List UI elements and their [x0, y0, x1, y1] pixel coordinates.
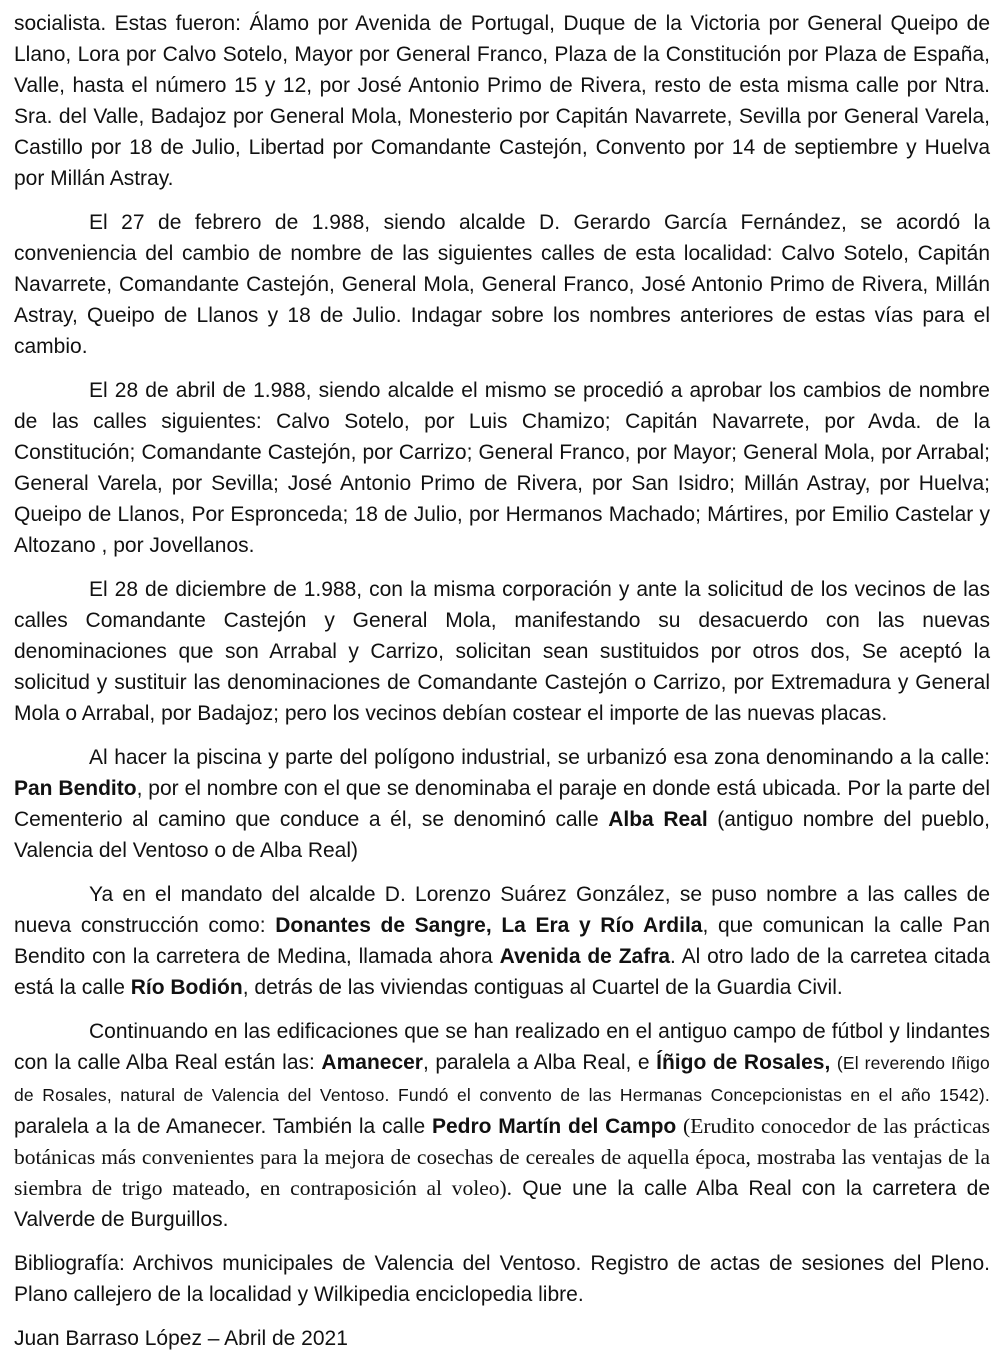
text-run: , que comunican la calle Pan Bendito con la carretera de Medina, llamada ahora [14, 914, 990, 968]
paragraph [14, 1323, 990, 1354]
paragraph [14, 8, 990, 194]
paragraph [14, 207, 990, 362]
text-run: , por el nombre con el que se denominaba el paraje en donde está ubicada. Por la parte del Cementerio al camino que conduce a él, se denominó calle [14, 777, 990, 831]
text-run: (El reverendo Iñigo de Rosales, natural de Valencia del Ventoso. Fundó el convento de las Hermanas Concepcionistas en el año 1542). [14, 1053, 990, 1105]
text-run: (Erudito conocedor de las prácticas botánicas más convenientes para la mejora de cosechas de cereales de aquella época, mostraba las ventajas de la siembra de trigo mateado, en contraposición al voleo). [14, 1114, 990, 1200]
text-run: , paralela a Alba Real, e [422, 1051, 657, 1074]
text-run: Amanecer [321, 1051, 423, 1074]
text-run: Pedro Martín del Campo [431, 1115, 677, 1138]
text-run: Avenida de Zafra [499, 945, 671, 968]
paragraph [14, 375, 990, 561]
text-run: El 27 de febrero de 1.988, siendo alcalde D. Gerardo García Fernández, se acordó la conveniencia del cambio de nombre de las siguientes calles de esta localidad: Calvo Sotelo, Capitán Navarrete, Comandante Castejón, General Mola, General Franco, José Antonio Primo de Rivera, Millán Astray, Queipo de Llanos y 18 de Julio. Indagar sobre los nombres anteriores de estas vías para el cambio. [14, 211, 990, 358]
paragraph [14, 1016, 990, 1235]
text-run: . Al otro lado de la carretea citada está la calle [14, 945, 991, 999]
text-run: Que une la calle Alba Real con la carretera de Valverde de Burguillos. [14, 1177, 991, 1231]
text-run: Bibliografía: Archivos municipales de Valencia del Ventoso. Registro de actas de sesiones del Pleno. Plano callejero de la localidad y Wilkipedia enciclopedia libre. [14, 1252, 990, 1306]
paragraph [14, 1248, 990, 1310]
text-run: Pan Bendito [14, 777, 137, 800]
text-run: Íñigo de Rosales, [656, 1051, 831, 1074]
text-run: Al hacer la piscina y parte del polígono industrial, se urbanizó esa zona denominando a la calle: [89, 746, 990, 769]
text-run: Alba Real [608, 808, 708, 831]
text-run: Río Bodión [130, 976, 243, 999]
paragraph [14, 742, 990, 866]
paragraph [14, 879, 990, 1003]
text-run: paralela a la de Amanecer. También la calle [14, 1115, 432, 1138]
text-run: El 28 de abril de 1.988, siendo alcalde el mismo se procedió a aprobar los cambios de nombre de las calles siguientes: Calvo Sotelo, por Luis Chamizo; Capitán Navarrete, por Avda. de la Constitución; Comandante Castejón, por Carrizo; General Franco, por Mayor; General Mola, por Arrabal; General Varela, por Sevilla; José Antonio Primo de Rivera, por San Isidro; Millán Astray, por Huelva; Queipo de Llanos, Por Espronceda; 18 de Julio, por Hermanos Machado; Mártires, por Emilio Castelar y Altozano , por Jovellanos. [14, 379, 990, 557]
text-run: socialista. Estas fueron: Álamo por Avenida de Portugal, Duque de la Victoria por General Queipo de Llano, Lora por Calvo Sotelo, Mayor por General Franco, Plaza de la Constitución por Plaza de España, Valle, hasta el número 15 y 12, por José Antonio Primo de Rivera, resto de esta misma calle por Ntra. Sra. del Valle, Badajoz por General Mola, Monesterio por Capitán Navarrete, Sevilla por General Varela, Castillo por 18 de Julio, Libertad por Comandante Castejón, Convento por 14 de septiembre y Huelva por Millán Astray. [14, 12, 990, 190]
text-run: Juan Barraso López – Abril de 2021 [14, 1327, 348, 1350]
text-run: (antiguo nombre del pueblo, Valencia del Ventoso o de Alba Real) [14, 808, 991, 862]
text-run: , detrás de las viviendas contiguas al Cuartel de la Guardia Civil. [242, 976, 843, 999]
text-run: Ya en el mandato del alcalde D. Lorenzo Suárez González, se puso nombre a las calles de nueva construcción como: [14, 883, 990, 937]
text-run: Continuando en las edificaciones que se han realizado en el antiguo campo de fútbol y lindantes con la calle Alba Real están las: [14, 1020, 990, 1074]
paragraph [14, 574, 990, 729]
text-run: Donantes de Sangre, La Era y Río Ardila [275, 914, 703, 937]
text-run: El 28 de diciembre de 1.988, con la misma corporación y ante la solicitud de los vecinos de las calles Comandante Castejón y General Mola, manifestando su desacuerdo con las nuevas denominaciones que son Arrabal y Carrizo, solicitan sean sustituidos por otros dos, Se aceptó la solicitud y sustituir las denominaciones de Comandante Castejón o Carrizo, por Extremadura y General Mola o Arrabal, por Badajoz; pero los vecinos debían costear el importe de las nuevas placas. [14, 578, 990, 725]
